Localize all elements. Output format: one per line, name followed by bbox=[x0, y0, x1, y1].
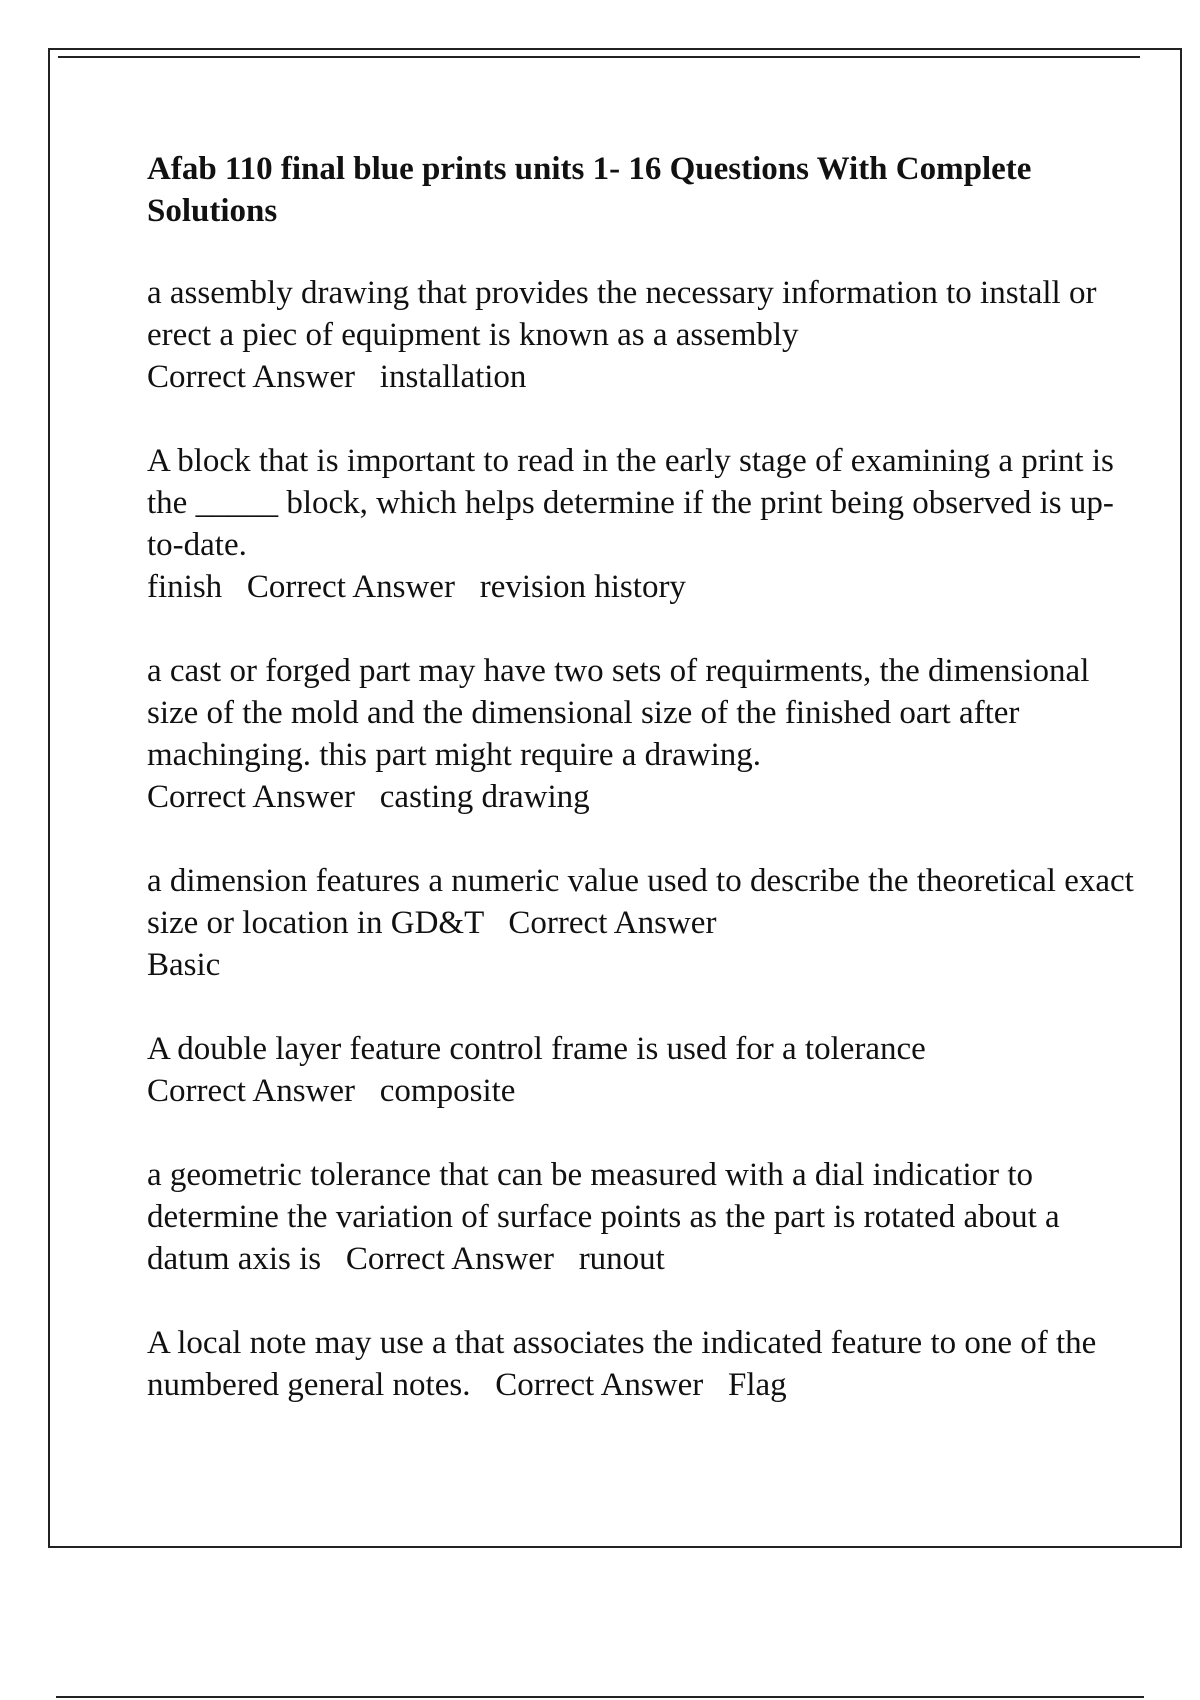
bottom-rule bbox=[56, 1696, 1144, 1698]
qa-item bbox=[147, 1028, 1147, 1112]
document-content bbox=[147, 148, 1147, 1448]
page-frame bbox=[48, 48, 1182, 1548]
qa-item bbox=[147, 1322, 1147, 1406]
answer-label: Correct Answer bbox=[147, 1073, 356, 1109]
question-text: a dimension features a numeric value used to describe the theoretical exact size or location in GD&T bbox=[147, 863, 1143, 941]
answer-label: Correct Answer bbox=[147, 779, 356, 815]
answer-text: casting drawing bbox=[379, 779, 590, 815]
qa-item bbox=[147, 1154, 1147, 1280]
question-text: a cast or forged part may have two sets of requirments, the dimensional size of the mold and the dimensional size of the finished oart after machinging. this part might require a drawing. bbox=[147, 653, 1098, 773]
qa-item bbox=[147, 860, 1147, 986]
answer-label: Correct Answer bbox=[147, 359, 356, 395]
question-text: A double layer feature control frame is used for a tolerance bbox=[147, 1031, 926, 1067]
answer-text: Flag bbox=[728, 1367, 787, 1403]
answer-text: revision history bbox=[479, 569, 686, 605]
qa-item bbox=[147, 650, 1147, 818]
top-rule bbox=[58, 56, 1140, 58]
answer-label: Correct Answer bbox=[495, 1367, 704, 1403]
answer-text: runout bbox=[578, 1241, 665, 1277]
qa-item bbox=[147, 272, 1147, 398]
document-title: Afab 110 final blue prints units 1- 16 Questions With Complete Solutions bbox=[147, 151, 1032, 229]
question-text: a geometric tolerance that can be measured with a dial indicatior to determine the variation of surface points as the part is rotated about a datum axis is bbox=[147, 1157, 1068, 1277]
answer-text: installation bbox=[379, 359, 527, 395]
question-text: a assembly drawing that provides the necessary information to install or erect a piec of equipment is known as a assembly bbox=[147, 275, 1105, 353]
answer-label: Correct Answer bbox=[345, 1241, 554, 1277]
answer-text: composite bbox=[379, 1073, 516, 1109]
answer-text: Basic bbox=[147, 947, 221, 983]
question-text: A block that is important to read in the early stage of examining a print is the _____ block, which helps determine if the print being observed is up-to-date. finish bbox=[147, 443, 1114, 605]
question-text: A local note may use a that associates the indicated feature to one of the numbered general notes. bbox=[147, 1325, 1105, 1403]
answer-label: Correct Answer bbox=[508, 905, 717, 941]
qa-item bbox=[147, 440, 1147, 608]
answer-label: Correct Answer bbox=[246, 569, 455, 605]
